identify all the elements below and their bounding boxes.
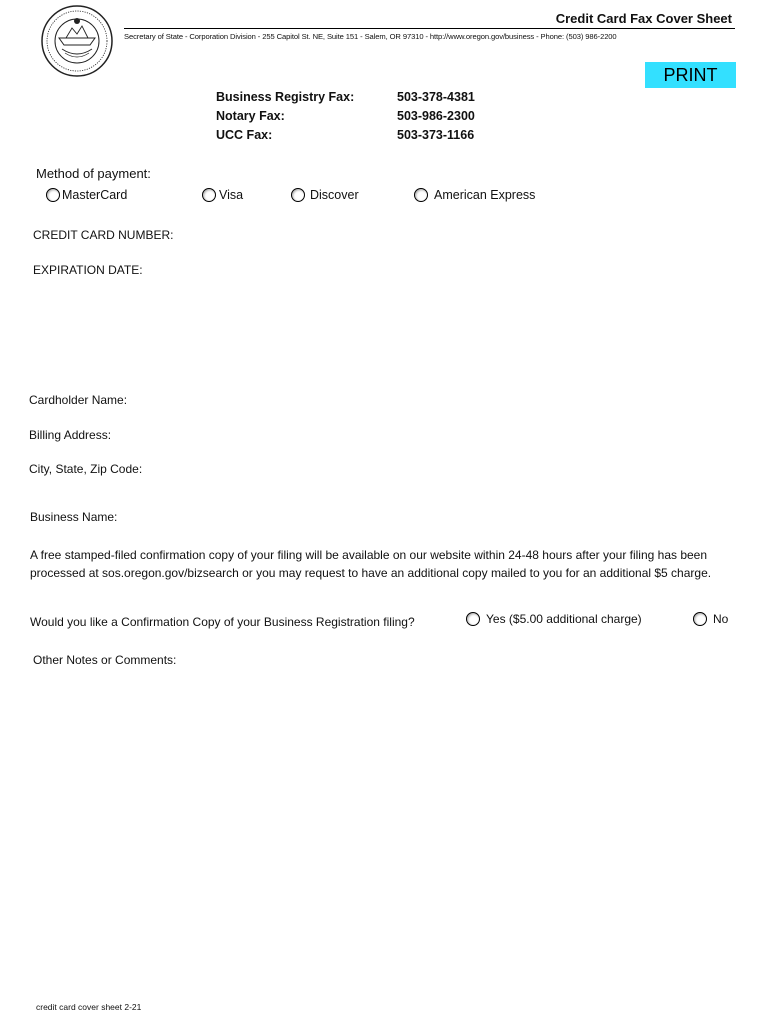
business-registry-fax-number: 503-378-4381 (397, 90, 475, 104)
confirmation-no-label: No (713, 612, 729, 626)
credit-card-number-label: CREDIT CARD NUMBER: (33, 228, 174, 242)
payment-method-label: Method of payment: (36, 166, 151, 181)
confirmation-yes-radio[interactable] (466, 612, 480, 626)
confirmation-yes-label: Yes ($5.00 additional charge) (486, 612, 642, 626)
oregon-state-seal-icon (40, 4, 114, 78)
american-express-label: American Express (434, 188, 536, 202)
notary-fax-label: Notary Fax: (216, 109, 285, 123)
business-registry-fax-label: Business Registry Fax: (216, 90, 355, 104)
cardholder-name-label: Cardholder Name: (29, 393, 128, 407)
other-notes-label: Other Notes or Comments: (33, 653, 177, 667)
city-state-zip-label: City, State, Zip Code: (29, 462, 143, 476)
discover-label: Discover (310, 188, 359, 202)
visa-label: Visa (219, 188, 244, 202)
discover-radio[interactable] (291, 188, 305, 202)
billing-address-label: Billing Address: (29, 428, 112, 442)
mastercard-radio[interactable] (46, 188, 60, 202)
agency-contact-line: Secretary of State - Corporation Division - 255 Capitol St. NE, Suite 151 - Salem, OR 97310 - http://www.oregon.gov/business - Phone: (503) 986-2200 (124, 32, 617, 41)
expiration-date-label: EXPIRATION DATE: (33, 263, 143, 277)
page-title: Credit Card Fax Cover Sheet (555, 11, 732, 26)
confirmation-no-radio[interactable] (693, 612, 707, 626)
ucc-fax-label: UCC Fax: (216, 128, 273, 142)
business-name-label: Business Name: (30, 510, 118, 524)
form-revision-footer: credit card cover sheet 2-21 (36, 1002, 142, 1012)
ucc-fax-number: 503-373-1166 (397, 128, 475, 142)
print-button[interactable]: PRINT (645, 62, 736, 88)
visa-radio[interactable] (202, 188, 216, 202)
header-divider (124, 28, 735, 29)
mastercard-label: MasterCard (62, 188, 128, 202)
confirmation-copy-question: Would you like a Confirmation Copy of your Business Registration filing? (30, 615, 415, 629)
american-express-radio[interactable] (414, 188, 428, 202)
notary-fax-number: 503-986-2300 (397, 109, 475, 123)
confirmation-info-paragraph: A free stamped-filed confirmation copy of your filing will be available on our website within 24-48 hours after your filing has been processed at sos.oregon.gov/bizsearch or you may request to have an additional copy mailed to you for an additional $5 charge. (30, 548, 712, 580)
